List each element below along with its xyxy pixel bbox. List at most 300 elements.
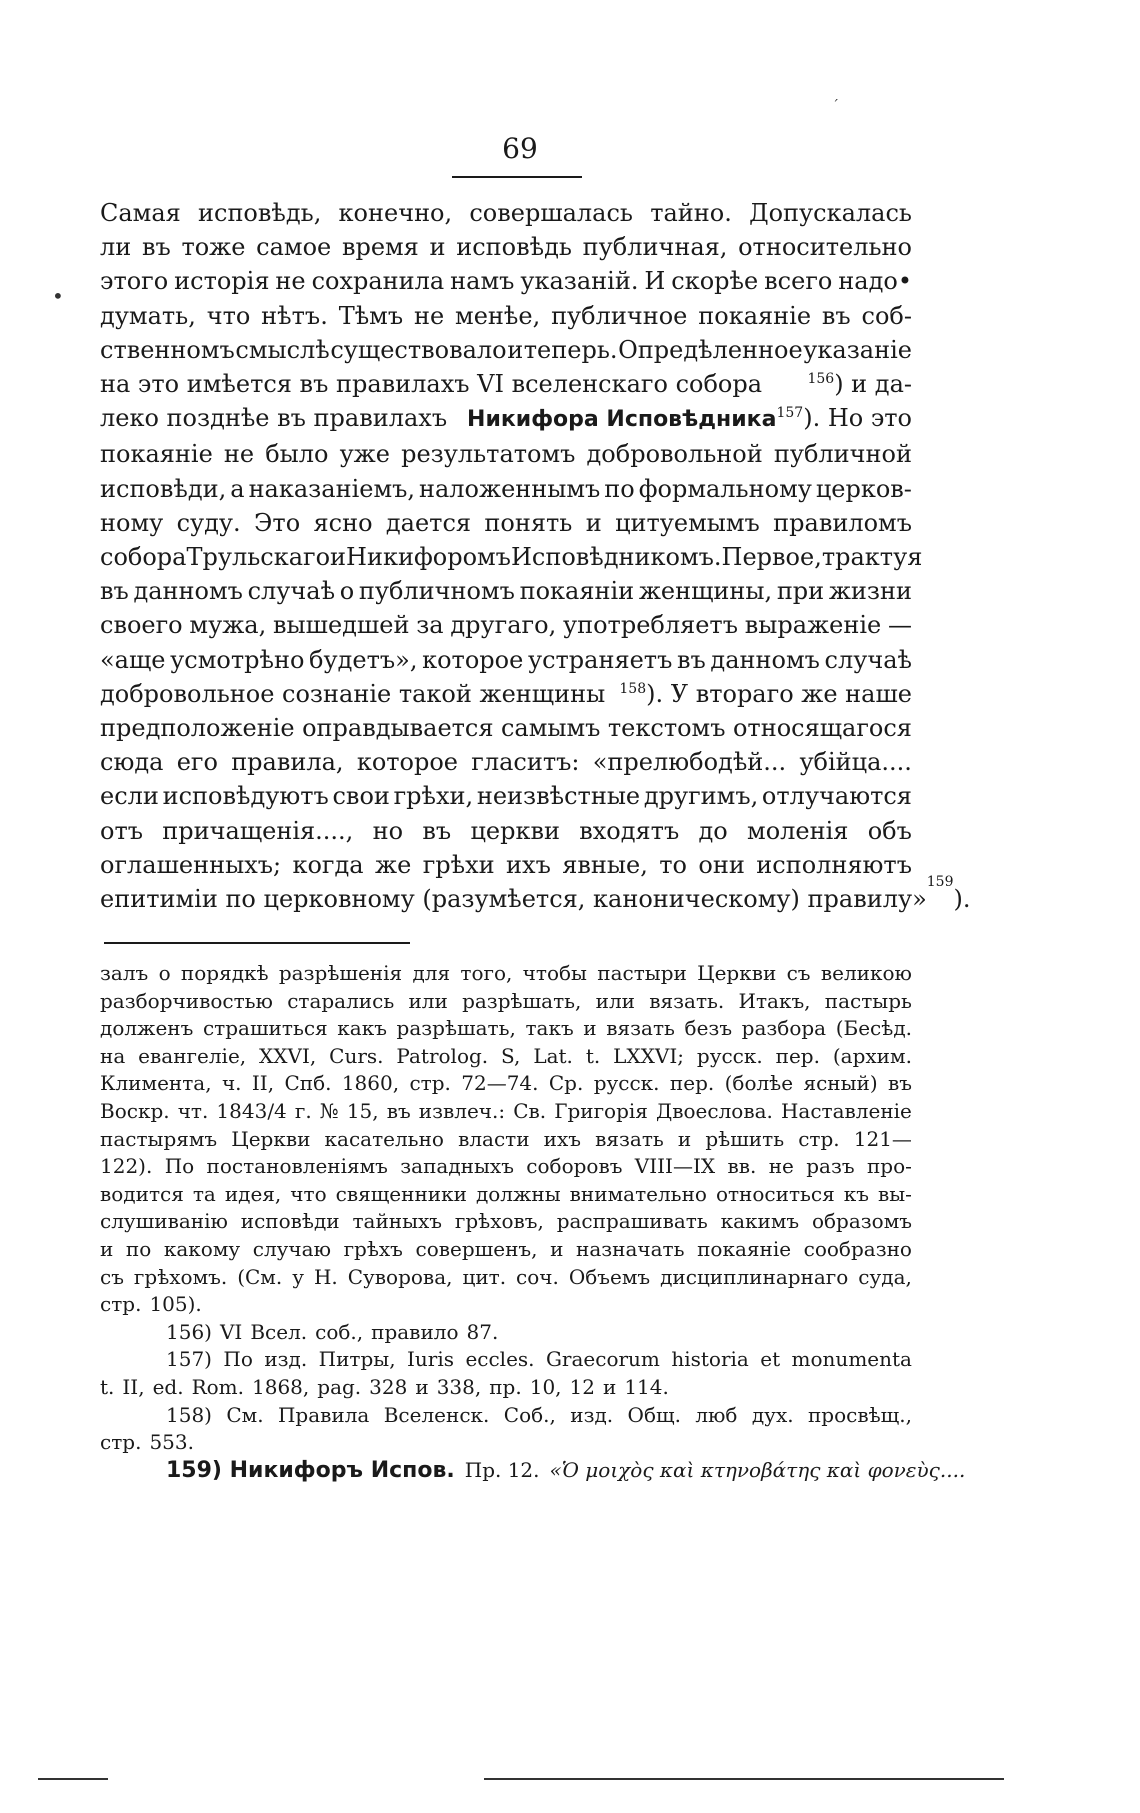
word: того,	[460, 961, 513, 985]
word: покаяніи	[519, 577, 635, 606]
text-segment: ). У втораго же наше	[646, 679, 912, 708]
word: смыслѣ	[235, 335, 330, 364]
word: извлеч.:	[418, 1098, 506, 1123]
word: причащенія....,	[162, 816, 354, 845]
word: а	[230, 474, 245, 503]
word: не	[413, 301, 445, 330]
text-segment: леко позднѣе въ правилахъ	[100, 404, 448, 433]
word: относиться	[715, 1181, 835, 1206]
word: VI	[219, 1319, 243, 1344]
word: вышедшей	[273, 611, 410, 640]
word: данномъ	[133, 577, 243, 606]
word: идея,	[224, 1181, 282, 1206]
word: Допускалась	[749, 199, 912, 227]
footnote-line	[100, 1070, 912, 1098]
word: которое	[356, 748, 459, 777]
word: разрѣшенія	[278, 961, 403, 985]
word: Правила	[277, 1402, 370, 1427]
word: выраженіе	[744, 611, 882, 640]
word: совершалась	[469, 199, 633, 227]
text-segment: ) и да-	[834, 370, 912, 399]
word: великою	[820, 961, 912, 985]
word: явные,	[562, 850, 648, 879]
footnote-line	[100, 960, 912, 988]
word: оглашенныхъ;	[100, 850, 282, 879]
word: относящагося	[732, 714, 912, 743]
word: церков-	[815, 474, 912, 503]
text-line	[100, 574, 912, 608]
word: Наставленіе	[780, 1098, 912, 1123]
word: разрѣшать,	[396, 1016, 516, 1041]
word: такъ	[525, 1016, 574, 1041]
word: вязать	[606, 1016, 675, 1041]
word: 1843/4	[216, 1098, 287, 1123]
word: менѣе,	[455, 301, 541, 330]
word: 87.	[466, 1319, 499, 1344]
word: ясный)	[803, 1071, 878, 1096]
word: отлучаются	[761, 782, 912, 811]
word: вязать	[595, 1126, 664, 1151]
footnote-line	[100, 1098, 912, 1126]
word: суду.	[176, 508, 241, 537]
word: вв.	[727, 1154, 757, 1179]
footnote-ref: 159	[926, 874, 954, 891]
footnote-159-text: Пр. 12.	[464, 1457, 540, 1482]
word: По	[164, 1154, 195, 1179]
footnote-159	[100, 1457, 966, 1485]
word: 105).	[149, 1292, 202, 1317]
word: Всел.	[250, 1319, 308, 1344]
word: вы-	[877, 1181, 912, 1206]
word: рѣшить	[705, 1126, 785, 1151]
word: Трульскаго	[186, 543, 331, 572]
footnote-158-cont	[100, 1429, 912, 1457]
word: пер.	[669, 1071, 715, 1096]
footnote-line	[100, 1153, 912, 1181]
word: убійца....	[799, 748, 912, 777]
word: должны	[475, 1181, 561, 1206]
word: случаю	[252, 1236, 331, 1261]
word: изд.	[264, 1347, 308, 1372]
word: Двоеслова.	[656, 1098, 773, 1123]
word: Patrolog.	[396, 1043, 489, 1068]
word: VIII—IX	[634, 1154, 716, 1179]
text-segment: на это имѣется въ правилахъ VI вселенскаго собора	[100, 370, 763, 399]
word: (архим.	[832, 1043, 912, 1068]
word: исторія	[174, 267, 270, 296]
word: 15,	[346, 1098, 379, 1123]
word: Питры,	[318, 1347, 396, 1372]
word: касательно	[324, 1126, 444, 1151]
text-line	[100, 196, 912, 230]
word: разъ	[806, 1154, 855, 1179]
word: 72—74.	[461, 1071, 539, 1096]
word: слушиванію	[100, 1209, 228, 1234]
word: употребляетъ	[562, 611, 738, 640]
word: стр.	[409, 1071, 451, 1096]
word: и	[507, 335, 524, 364]
word: 156)	[166, 1319, 212, 1344]
word: ли	[100, 233, 132, 262]
word: объ	[867, 816, 912, 845]
word: LXXVI;	[613, 1043, 684, 1068]
word: соборовъ	[526, 1154, 623, 1179]
footnote-ref: 157	[776, 405, 804, 422]
footnote-line	[100, 1291, 912, 1319]
word: изд.	[570, 1402, 614, 1427]
word: постановленіямъ	[206, 1154, 388, 1179]
word: будетъ»,	[309, 645, 418, 674]
word: образомъ	[811, 1209, 912, 1234]
word: усмотрѣно	[170, 645, 305, 674]
word: не	[275, 267, 306, 296]
word: чт.	[177, 1098, 209, 1123]
bottom-scan-rule-right	[484, 1778, 1004, 1780]
word: добровольной	[586, 440, 763, 469]
word: дается	[385, 508, 472, 537]
word: Никифоромъ	[346, 543, 511, 572]
word: русск.	[593, 1071, 660, 1096]
word: тайныхъ	[352, 1209, 443, 1234]
word: 1868,	[252, 1374, 310, 1399]
word: Тѣмъ	[338, 301, 404, 330]
word: то	[659, 850, 687, 879]
word: публичномъ	[358, 577, 515, 606]
word: въ	[422, 816, 452, 845]
word: дисциплинарнаго	[660, 1264, 849, 1289]
text-line	[100, 264, 912, 298]
word: собора	[100, 543, 187, 572]
word: въ	[386, 1098, 411, 1123]
word: нѣтъ.	[261, 301, 328, 330]
word: другаго,	[450, 611, 557, 640]
word: но	[372, 816, 404, 845]
word: своего	[100, 611, 183, 640]
word: г.	[294, 1098, 312, 1123]
word: исповѣди,	[100, 474, 227, 503]
word: жизни	[828, 577, 912, 606]
word: и	[330, 543, 347, 572]
footnote-158	[100, 1402, 912, 1430]
text-line	[100, 779, 912, 813]
word: самое	[256, 233, 332, 262]
word: разбора	[741, 1016, 827, 1041]
footnote-ref: 156	[807, 371, 835, 388]
word: правиломъ	[773, 508, 912, 537]
word: та	[192, 1181, 216, 1206]
word: «аще	[100, 645, 166, 674]
word: исповѣдуютъ	[162, 782, 329, 811]
word: евангеліе,	[138, 1043, 247, 1068]
word: о	[158, 961, 171, 985]
word: чтобы	[522, 961, 587, 985]
text-line	[100, 506, 912, 540]
word: 12	[569, 1374, 595, 1399]
text-line	[100, 711, 912, 745]
word: всего	[764, 267, 833, 296]
word: S,	[501, 1043, 521, 1068]
word: результатомъ	[401, 440, 576, 469]
text-line	[100, 299, 912, 333]
word: 328	[369, 1374, 408, 1399]
text-line	[100, 230, 912, 264]
word: публичная,	[582, 233, 728, 262]
word: въ	[821, 301, 851, 330]
word: они	[698, 850, 745, 879]
word: текстомъ	[607, 714, 726, 743]
word: страшиться	[202, 1016, 328, 1041]
word: (См.	[237, 1264, 283, 1289]
word: которое	[422, 645, 524, 674]
word: соб-	[861, 301, 912, 330]
word: вязать.	[649, 988, 725, 1013]
word: неизвѣстные	[476, 782, 641, 811]
word: случаѣ	[824, 645, 912, 674]
text-segment: ).	[953, 885, 971, 914]
word: покаяніе	[100, 440, 213, 469]
word: исповѣди	[240, 1209, 340, 1234]
word: долженъ	[100, 1016, 194, 1041]
word: По	[223, 1347, 253, 1372]
word: (Бесѣд.	[835, 1016, 912, 1041]
word: при	[776, 577, 825, 606]
main-text	[100, 196, 971, 916]
word: за	[416, 611, 444, 640]
footnote-line	[100, 1126, 912, 1154]
word: что	[290, 1181, 327, 1206]
word: pag.	[317, 1374, 362, 1399]
text-line	[100, 367, 912, 401]
word: не	[768, 1154, 794, 1179]
stray-mark-left: •	[52, 284, 64, 308]
text-line	[100, 677, 912, 711]
word: священники	[335, 1181, 467, 1206]
word: 121—	[853, 1126, 912, 1151]
word: Воскр.	[100, 1098, 170, 1123]
word: пер.	[775, 1043, 820, 1068]
word: и	[100, 1236, 114, 1261]
word: цит.	[462, 1264, 507, 1289]
word: Объемъ	[568, 1264, 651, 1289]
page-number: 69	[502, 132, 538, 165]
word: конечно,	[338, 199, 453, 227]
word: пастырямъ	[100, 1126, 218, 1151]
word: если	[100, 782, 159, 811]
word: когда	[292, 850, 364, 879]
text-segment	[467, 401, 912, 437]
word: правило	[371, 1319, 459, 1344]
word: его	[176, 748, 218, 777]
word: и	[585, 508, 602, 537]
text-segment: епитиміи по церковному (разумѣется, каноническому) правилу»	[100, 885, 927, 914]
text-line	[100, 874, 971, 916]
word: существовало	[330, 335, 507, 364]
word: внимательно	[569, 1181, 707, 1206]
word: наложеннымъ	[419, 474, 601, 503]
footnotes	[100, 960, 966, 1484]
word: и	[583, 1016, 597, 1041]
word: ихъ	[506, 850, 551, 879]
word: Первое,	[721, 543, 822, 572]
text-line	[100, 333, 912, 367]
word: устраняетъ	[527, 645, 673, 674]
word: стр.	[798, 1126, 840, 1151]
word: Самая	[100, 199, 181, 227]
footnote-line	[100, 1264, 912, 1292]
word: исполняютъ	[756, 850, 912, 879]
word: Спб.	[284, 1071, 332, 1096]
word: пастыри	[597, 961, 687, 985]
word: въ	[677, 645, 706, 674]
word: старались	[287, 988, 395, 1013]
word: 1860,	[341, 1071, 400, 1096]
word: понять	[484, 508, 573, 537]
word: случаѣ	[247, 577, 336, 606]
word: Rom.	[191, 1374, 244, 1399]
word: покаяніе	[698, 301, 812, 330]
text-segment: ). Но это	[803, 404, 912, 433]
word: церкви	[470, 816, 560, 845]
word: формальному	[638, 474, 812, 503]
word: свои	[332, 782, 390, 811]
word: указаніе	[803, 335, 912, 364]
word: просвѣщ.,	[807, 1402, 912, 1427]
word: указаній.	[520, 267, 639, 296]
word: ственномъ	[100, 335, 235, 364]
word: «прелюбодѣй...	[592, 748, 787, 777]
word: на	[100, 1043, 126, 1068]
word: et	[760, 1347, 781, 1372]
word: 158)	[166, 1402, 212, 1427]
word: Lat.	[533, 1043, 573, 1068]
word: моленія	[747, 816, 849, 845]
text-line	[100, 401, 912, 437]
word: См.	[226, 1402, 264, 1427]
word: t.	[100, 1374, 115, 1399]
word: наказаніемъ,	[248, 474, 416, 503]
word: уже	[339, 440, 390, 469]
word: Общ.	[627, 1402, 681, 1427]
word: и	[677, 1126, 692, 1151]
word: публичное	[551, 301, 688, 330]
footnote-line	[100, 1043, 912, 1071]
word: грѣхъ	[343, 1236, 403, 1261]
word: сообразно	[803, 1236, 912, 1261]
footnote-divider	[104, 942, 410, 944]
word: теперь.	[523, 335, 618, 364]
word: гласитъ:	[471, 748, 580, 777]
word: пр.	[489, 1374, 522, 1399]
word: западныхъ	[400, 1154, 514, 1179]
page-number-rule	[452, 176, 582, 178]
word: о	[339, 577, 355, 606]
word: 114.	[624, 1374, 669, 1399]
word: цитуемымъ	[615, 508, 760, 537]
word: ч.	[221, 1071, 242, 1096]
word: пастырь	[824, 988, 912, 1013]
word: женщины,	[638, 577, 773, 606]
word: предположеніе	[100, 714, 295, 743]
word: и	[550, 1236, 564, 1261]
word: грѣхи,	[393, 782, 474, 811]
word: eccles.	[465, 1347, 535, 1372]
word: назначать	[575, 1236, 685, 1261]
word: ed.	[152, 1374, 184, 1399]
word: Graecorum	[545, 1347, 660, 1372]
word: не	[223, 440, 255, 469]
word: historia	[671, 1347, 749, 1372]
word: соч.	[516, 1264, 559, 1289]
text-segment	[619, 677, 912, 711]
word: намъ	[450, 267, 515, 296]
word: надо•	[838, 267, 912, 296]
word: сохранила	[311, 267, 445, 296]
word: правила,	[231, 748, 344, 777]
word: разрѣшать,	[462, 988, 582, 1013]
word: входятъ	[579, 816, 680, 845]
word: и	[602, 1374, 617, 1399]
word: думать,	[100, 301, 196, 330]
word: другимъ,	[643, 782, 759, 811]
word: Опредѣленное	[618, 335, 803, 364]
word: время	[341, 233, 419, 262]
word: безъ	[684, 1016, 733, 1041]
word: порядкѣ	[180, 961, 269, 985]
word: Итакъ,	[738, 988, 811, 1013]
text-line	[100, 814, 912, 848]
word: 122).	[100, 1154, 153, 1179]
word: покаяніе	[697, 1236, 792, 1261]
word: №	[319, 1098, 339, 1123]
word: ясно	[313, 508, 373, 537]
text-line	[100, 437, 912, 471]
word: у	[292, 1264, 304, 1289]
word: Суворова,	[347, 1264, 453, 1289]
word: Н.	[313, 1264, 338, 1289]
word: ихъ	[543, 1126, 581, 1151]
word: къ	[843, 1181, 869, 1206]
word: Климента,	[100, 1071, 212, 1096]
text-line	[100, 745, 912, 779]
word: русск.	[696, 1043, 763, 1068]
text-line	[100, 472, 912, 506]
word: (болѣе	[724, 1071, 794, 1096]
person-name: Никифора Исповѣдника	[467, 407, 777, 433]
word: разборчивостью	[100, 988, 273, 1013]
text-line	[100, 540, 923, 574]
word: про-	[866, 1154, 912, 1179]
word: мужа,	[189, 611, 267, 640]
word: ному	[100, 508, 164, 537]
footnote-line	[100, 1208, 912, 1236]
word: соб.,	[315, 1319, 364, 1344]
word: что	[206, 301, 251, 330]
word: относительно	[738, 233, 912, 262]
word: II,	[122, 1374, 145, 1399]
word: И	[644, 267, 666, 296]
word: Ср.	[548, 1071, 584, 1096]
footnote-ref: 158	[619, 680, 647, 697]
text-segment	[807, 367, 912, 401]
word: исповѣдь	[456, 233, 572, 262]
footnote-line	[100, 1181, 912, 1209]
word: —	[888, 611, 912, 640]
word: Вселенск.	[383, 1402, 490, 1427]
word: отъ	[100, 816, 143, 845]
word: тоже	[181, 233, 246, 262]
word: Григорія	[554, 1098, 648, 1123]
word: публичной	[773, 440, 912, 469]
